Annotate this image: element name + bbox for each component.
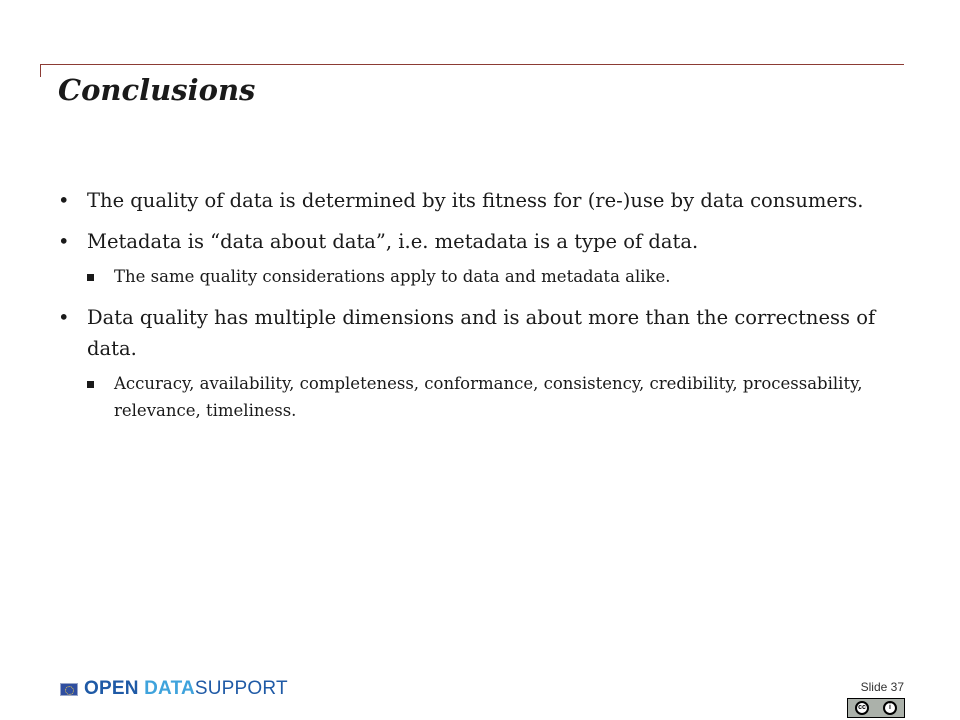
slide-title: Conclusions [58, 73, 256, 107]
logo-support-text: SUPPORT [194, 678, 288, 699]
title-rule [40, 64, 904, 65]
bullet-text: Metadata is “data about data”, i.e. metadata is a type of data. [87, 230, 699, 253]
bullet-marker: • [58, 189, 70, 212]
bullet-marker: • [58, 306, 70, 329]
bullet-item [58, 226, 888, 257]
title-rule-tick [40, 64, 41, 77]
slide-body [58, 185, 888, 436]
logo-wordmark [84, 678, 288, 700]
logo-data-text: DATA [144, 678, 195, 699]
open-data-support-logo [60, 676, 288, 702]
square-bullet-icon [87, 381, 94, 388]
attribution-icon: i [883, 701, 897, 715]
bullet-item [58, 185, 888, 216]
creative-commons-icon: cc [855, 701, 869, 715]
eu-flag-icon [60, 683, 78, 696]
logo-open-text: OPEN [84, 678, 139, 699]
sub-bullet-text: Accuracy, availability, completeness, conformance, consistency, credibility, processability, relevance, timeliness. [114, 374, 863, 420]
bullet-text: The quality of data is determined by its fitness for (re-)use by data consumers. [87, 189, 864, 212]
sub-bullet-item [58, 370, 888, 424]
square-bullet-icon [87, 274, 94, 281]
slide-number: Slide 37 [860, 680, 904, 694]
sub-bullet-item [58, 263, 888, 290]
bullet-text: Data quality has multiple dimensions and is about more than the correctness of data. [87, 306, 876, 360]
license-badge [847, 698, 905, 718]
bullet-marker: • [58, 230, 70, 253]
sub-bullet-text: The same quality considerations apply to data and metadata alike. [114, 267, 671, 286]
bullet-item [58, 302, 888, 364]
